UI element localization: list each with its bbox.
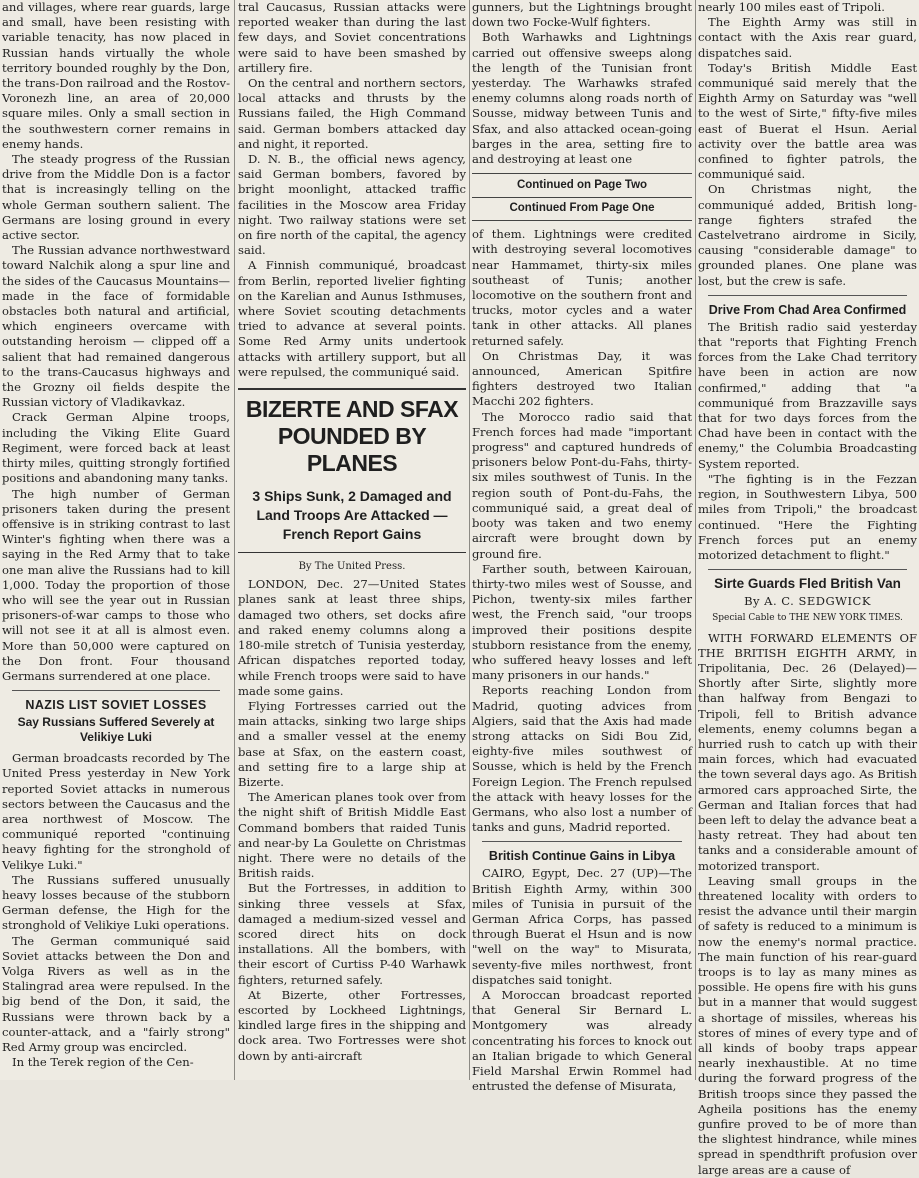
headline-british-gains-libya: British Continue Gains in Libya xyxy=(488,849,676,864)
paragraph: On Christmas night, the communiqué added, British long-range fighters strafed the Castelvetrano airdrome in Sicily, causing "considerable damage" to grounded planes. One plane was lost, but the crew is safe. xyxy=(698,182,917,288)
column-rule xyxy=(234,0,235,1080)
paragraph: Leaving small groups in the threatened locality with orders to resist the advance until their margin of safety is reduced to a minimum is now the enemy's normal practice. The main function of his rear-guard troops is to lay as many mines as possible. He opens fire with his guns but in a manner that would suggest a shortage of missiles, whereas his stores of mines of every type and of all kinds of booby traps appear nearly inexhaustible. At no time during the forward progress of the British troops since they passed the Agheila positions has the enemy gunfire proved to be of more than the slightest hindrance, while mines spread in spendthrift profusion over large areas are a cause of xyxy=(698,873,917,1177)
banner-headline: BIZERTE AND SFAX POUNDED BY PLANES xyxy=(245,396,459,477)
byline: By The United Press. xyxy=(298,561,406,573)
paragraph: of them. Lightnings were credited with destroying several locomotives near Hammamet, thirty-six miles southeast of Tunis; another locomotive on the southern front and trucks, motor cycles and a water tank in other attacks. All planes returned safely. xyxy=(472,227,692,348)
paragraph: Flying Fortresses carried out the main attacks, sinking two large ships and a smaller vessel at the enemy base at Sfax, on the eastern coast, and setting fire to a large ship at Bizerte. xyxy=(238,698,466,789)
column-rule xyxy=(469,0,470,1080)
byline: By A. C. SEDGWICK xyxy=(744,594,871,609)
divider xyxy=(482,841,682,842)
paragraph: A Finnish communiqué, broadcast from Berlin, reported livelier fighting on the Karelian and Aunus Isthmuses, where Soviet scouting detachments tried to advance at several points. Some Red Army units undertook attacks with artillery support, but all were repulsed, the communiqué said. xyxy=(238,258,466,379)
paragraph: Reports reaching London from Madrid, quoting advices from Algiers, said that the Axis had made strong attacks on Sidi Bou Zid, eighty-five miles southwest of Sousse, which is held by the French Foreign Legion. The French repulsed the attack with heavy losses for the Germans, who also lost a number of tanks and guns, Madrid reported. xyxy=(472,683,692,835)
paragraph: The German communiqué said Soviet attacks between the Don and Volga Rivers as well as in the Stalingrad area were repulsed. In the big bend of the Don, it said, the Russians were thrown back by a counter-attack, and a "fairly strong" Red Army group was encircled. xyxy=(2,933,230,1054)
special-cable-credit: Special Cable to THE NEW YORK TIMES. xyxy=(712,613,903,624)
paragraph: German broadcasts recorded by The United Press yesterday in New York reported Soviet attacks in numerous sectors between the Caucasus and the area northwest of Moscow. The communiqué reported "continuing heavy fighting for the stronghold of Velikye Luki." xyxy=(2,751,230,872)
paragraph: The British radio said yesterday that "reports that Fighting French forces from the Lake Chad territory have been in action are now confirmed," adding that "a communiqué from Brazzaville says that for two days forces from the Chad have been in contact with the enemy," the Columbia Broadcasting System reported. xyxy=(698,319,917,471)
paragraph: and villages, where rear guards, large and small, have been resisting with variable tenacity, has now placed in Russian hands virtually the whole territory bounded roughly by the Don, the trans-Don railroad and the Rostov-Voronezh line, an area of 20,000 square miles. Only a small section in the southwestern corner remains in enemy hands. xyxy=(2,0,230,151)
paragraph: A Moroccan broadcast reported that General Sir Bernard L. Montgomery was already concentrating his forces to knock out an Italian brigade to which General Field Marshal Erwin Rommel had entrusted the defense of Misurata, xyxy=(472,987,692,1094)
continued-from-label: Continued From Page One xyxy=(472,197,692,217)
headline-sirte-guards: Sirte Guards Fled British Van xyxy=(714,576,901,592)
divider xyxy=(708,295,907,296)
paragraph: The Morocco radio said that French forces had made "important progress" and captured hundreds of prisoners below Pont-du-Fahs, thirty-six miles southwest of Tunis. In the region south of Pont-du-Fahs, the communiqué said, a great deal of booty was taken and two enemy aircraft were brought down by ground fire. xyxy=(472,409,692,561)
paragraph: On Christmas Day, it was announced, American Spitfire fighters destroyed two Italian Macchi 202 fighters. xyxy=(472,348,692,409)
paragraph: Farther south, between Kairouan, thirty-two miles west of Sousse, and Pichon, twenty-six miles farther west, the French said, "our troops improved their positions despite stubborn resistance from the enemy, who suffered heavy losses and left many prisoners in our hands." xyxy=(472,561,692,683)
paragraph: tral Caucasus, Russian attacks were reported weaker than during the last few days, and Soviet concentrations were said to have been smashed by artillery fire. xyxy=(238,0,466,75)
banner-deck: 3 Ships Sunk, 2 Damaged and Land Troops Are Attacked —French Report Gains xyxy=(252,488,452,543)
column-4 xyxy=(698,0,917,1177)
banner-headline-box xyxy=(238,388,466,553)
column-rule xyxy=(695,0,696,1080)
paragraph: But the Fortresses, in addition to sinking three vessels at Sfax, damaged a medium-sized vessel and scored direct hits on dock installations. All the bombers, with their escort of Curtiss P-40 Warhawk fighters, returned safely. xyxy=(238,881,466,987)
continuation-box xyxy=(472,173,692,221)
paragraph: gunners, but the Lightnings brought down two Focke-Wulf fighters. xyxy=(472,0,692,30)
paragraph: The steady progress of the Russian drive from the Middle Don is a factor that is increasingly telling on the whole German southern salient. The Germans are losing ground in every active sector. xyxy=(2,152,230,243)
divider xyxy=(12,690,220,691)
paragraph: LONDON, Dec. 27—United States planes sank at least three ships, damaged two others, set docks afire and raked enemy columns along a 180-mile stretch of Tunisia yesterday, African dispatches reported today, while French troops were said to have made some gains. xyxy=(238,577,466,698)
subheadline: Say Russians Suffered Severely at Velikiye Luki xyxy=(17,715,215,745)
paragraph: The high number of German prisoners taken during the present offensive is in striking contrast to last Winter's fighting when there was a saying in the Red Army that to take one man alive the Russians had to kill 1,000. Today the proportion of those who will see the year out in Russian prisoners-of-war camps to those who will not see it at all is almost even. More than 50,000 were captured on the Don front. Four thousand Germans surrendered at one place. xyxy=(2,486,230,683)
continued-on-label: Continued on Page Two xyxy=(516,179,648,192)
paragraph: On the central and northern sectors, local attacks and thrusts by the Russians failed, the High Command said. German bombers attacked day and night, it reported. xyxy=(238,76,466,151)
paragraph: At Bizerte, other Fortresses, escorted by Lockheed Lightnings, kindled large fires in the shipping and dock area. Two Fortresses were shot down by anti-aircraft xyxy=(238,987,466,1063)
headline-drive-from-chad: Drive From Chad Area Confirmed xyxy=(708,302,907,317)
paragraph: D. N. B., the official news agency, said German bombers, favored by bright moonlight, attacked traffic facilities in the Moscow area Friday night. Two railway stations were set on fire north of the capital, the agency said. xyxy=(238,152,466,258)
paragraph: Crack German Alpine troops, including the Viking Elite Guard Regiment, were forced back at least thirty miles, quitting strongly fortified positions and abandoning many tanks. xyxy=(2,410,230,486)
paragraph: "The fighting is in the Fezzan region, in Southwestern Libya, 500 miles from Tripoli," the broadcast continued. "Here the Fighting French forces put an enemy motorized detachment to flight." xyxy=(698,471,917,562)
column-2 xyxy=(238,0,466,1080)
paragraph: WITH FORWARD ELEMENTS OF THE BRITISH EIGHTH ARMY, in Tripolitania, Dec. 26 (Delayed)—Shortly after Sirte, slightly more than halfway from Bengazi to Tripoli, fell to British advance elements, enemy columns began a hurried rush to catch up with their main forces, which had evacuated the town several days ago. As British armored cars approached Sirte, the German and Italian forces that had been left to delay the advance beat a hasty retreat. They had about ten tanks and a considerable amount of motorized transport. xyxy=(698,630,917,873)
paragraph: nearly 100 miles east of Tripoli. xyxy=(698,0,885,14)
paragraph: Both Warhawks and Lightnings carried out offensive sweeps along the length of the Tunisian front yesterday. The Warhawks strafed enemy columns along roads north of Sousse, midway between Tunis and Sfax, and also attacked ocean-going barges in the area, setting fire to and destroying at least one xyxy=(472,30,692,167)
headline-nazis-list-soviet-losses: NAZIS LIST SOVIET LOSSES xyxy=(25,698,207,713)
paragraph: In the Terek region of the Cen- xyxy=(12,1055,194,1070)
paragraph: The Russians suffered unusually heavy losses because of the stubborn German defense, the High for the stronghold of Velikiye Luki operations. xyxy=(2,872,230,933)
paragraph: CAIRO, Egypt, Dec. 27 (UP)—The British Eighth Army, within 300 miles of Tunisia in pursuit of the German Africa Corps, has passed through Buerat el Hsun and is now "well on the way" to Misurata, seventy-five miles northwest, front dispatches said tonight. xyxy=(472,866,692,987)
paragraph: The Russian advance northwestward toward Nalchik along a spur line and the sides of the Caucasus Mountains—made in the face of formidable obstacles both natural and artificial, which engineers overcame with outstanding heroism — clipped off a salient that had remained dangerous to the trans-Caucasus highways and the Grozny oil fields despite the Russian victory of Vladikavkaz. xyxy=(2,243,230,410)
column-1 xyxy=(2,0,230,1080)
paragraph: The American planes took over from the night shift of British Middle East Command bombers that raided Tunis and near-by La Goulette on Christmas night. There were no details of the British raids. xyxy=(238,790,466,881)
paragraph: The Eighth Army was still in contact with the Axis rear guard, dispatches said. xyxy=(698,15,917,60)
column-3 xyxy=(472,0,692,1094)
divider xyxy=(708,569,907,570)
paragraph: Today's British Middle East communiqué said merely that the Eighth Army on Saturday was "well to the west of Sirte," fifty-five miles east of Buerat el Hsun. Aerial activity over the battle area was confined to fighter patrols, the communiqué said. xyxy=(698,60,917,182)
